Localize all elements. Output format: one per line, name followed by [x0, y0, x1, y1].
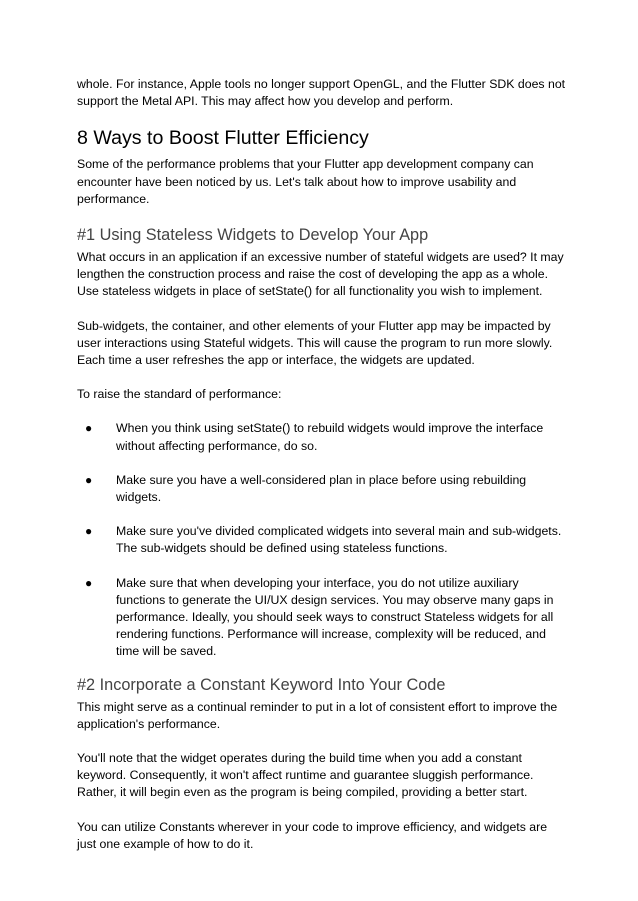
tip1-heading: #1 Using Stateless Widgets to Develop Your App [77, 226, 429, 245]
list-item-text: Make sure that when developing your interface, you do not utilize auxiliary functions to generate the UI/UX design services. You may observe many gaps in performance. Ideally, you should seek ways to construct Stateless widgets for all rendering functions. Performance will increase, complexity will be reduced, and time will be saved. [116, 575, 554, 659]
list-item [77, 575, 567, 661]
list-item-text: Make sure you've divided complicated widgets into several main and sub-widgets. The sub-widgets should be defined using stateless functions. [116, 524, 562, 556]
list-item [77, 472, 567, 506]
bullet-icon: ● [85, 421, 93, 436]
bullet-icon: ● [85, 575, 93, 590]
tip2-paragraph-3: You can utilize Constants wherever in your code to improve efficiency, and widgets are just one example of how to do it. [77, 819, 548, 851]
list-item-text: Make sure you have a well-considered plan in place before using rebuilding widgets. [116, 472, 527, 505]
list-item-text: When you think using setState() to rebuild widgets would improve the interface without affecting performance, do so. [116, 421, 544, 453]
list-item [77, 420, 567, 454]
tip2-heading: #2 Incorporate a Constant Keyword Into Your Code [77, 675, 446, 694]
document-page [77, 76, 567, 853]
tip2-paragraph-1: This might serve as a continual reminder to put in a lot of consistent effort to improve the application's performance. [77, 699, 558, 731]
section-heading: 8 Ways to Boost Flutter Efficiency [77, 127, 369, 150]
list-item [77, 523, 567, 557]
tip1-list-intro: To raise the standard of performance: [77, 387, 282, 402]
section-intro: Some of the performance problems that your Flutter app development company can encounter have been noticed by us. Let's talk about how to improve usability and performance. [77, 157, 534, 206]
intro-paragraph: whole. For instance, Apple tools no longer support OpenGL, and the Flutter SDK does not support the Metal API. This may affect how you develop and perform. [77, 77, 566, 109]
bullet-icon: ● [85, 472, 93, 487]
bullet-icon: ● [85, 524, 93, 539]
tip2-paragraph-2: You'll note that the widget operates during the build time when you add a constant keyword. Consequently, it won't affect runtime and guarantee sluggish performance. Rather, it will begin even as the program is being compiled, providing a better start. [77, 751, 534, 800]
tip1-paragraph-1: What occurs in an application if an excessive number of stateful widgets are used? It may lengthen the construction process and raise the cost of developing the app as a whole. Use stateless widgets in place of setState() for all functionality you wish to implement. [77, 250, 564, 299]
tip1-paragraph-2: Sub-widgets, the container, and other elements of your Flutter app may be impacted by user interactions using Stateful widgets. This will cause the program to run more slowly. Each time a user refreshes the app or interface, the widgets are updated. [77, 318, 553, 368]
tip1-bullet-list [77, 420, 567, 660]
